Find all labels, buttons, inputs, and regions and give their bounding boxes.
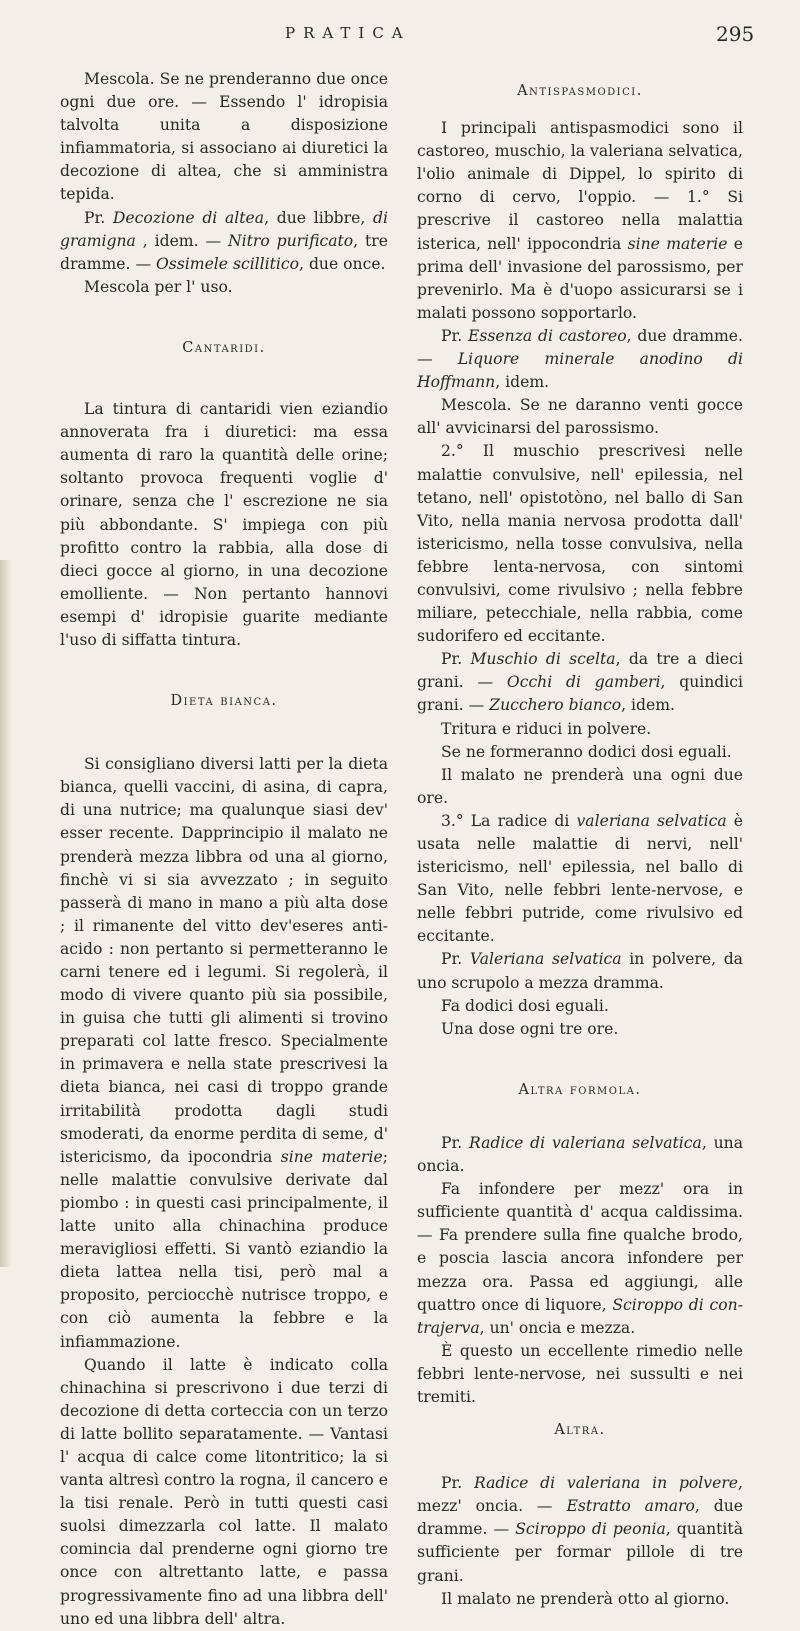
- paragraph: È questo un eccellente rimedio nelle febbri lente-nervose, nei sussulti e nei tremiti.: [417, 1341, 743, 1406]
- running-head: [0, 20, 800, 50]
- paragraph: Fa dodici dosi eguali.: [441, 996, 609, 1015]
- paragraph: Il malato ne prenderà otto al giorno.: [441, 1589, 730, 1608]
- paragraph: Mescola. Se ne prenderanno due once ogni due ore. — Essendo l' idropisia talvolta unita a disposizione infiammatoria, si associano ai diuretici la decozione di altea, che si amministra tepida.: [60, 70, 388, 204]
- page-edge-shadow: [0, 560, 12, 1267]
- paragraph: Mescola. Se ne daranno venti gocce all' avvicinarsi del parossismo.: [417, 396, 743, 438]
- paragraph: Tritura e riduci in polvere.: [441, 719, 652, 738]
- left-column: [60, 68, 388, 1631]
- prescription: Pr. Muschio di scelta, da tre a dieci grani. — Occhi di gamberi, quindici grani. — Zucchero bianco, idem.: [417, 650, 744, 715]
- paragraph: Fa infondere per mezz' ora in sufficiente quantità d' acqua caldissima. — Fa prendere sulla fine qualche brodo, e poscia lascia ancora infondere per mezza ora. Passa ed aggiungi, alle quattro once di liquore, Sciroppo di con-trajerva, un' oncia e mezza.: [417, 1180, 743, 1337]
- section-heading-altra: Altra.: [554, 1422, 606, 1439]
- section-heading-antispasmodici: Antispasmodici.: [517, 83, 643, 99]
- paragraph: Se ne formeranno dodici dosi eguali.: [441, 742, 732, 761]
- prescription: Pr. Radice di valeriana in polvere, mezz' oncia. — Estratto amaro, due dramme. — Sciroppo di peonia, quantità sufficiente per formar pillole di tre grani.: [417, 1474, 743, 1585]
- paragraph: I principali antispasmodici sono il castoreo, muschio, la valeriana selvatica, l'olio animale di Dippel, lo spirito di corno di cervo, l'oppio. — 1.° Si prescrive il castoreo nella malattia isterica, nell' ippocondria sine materie e prima dell' invasione del parossismo, per prevenirlo. Ma è d'uopo assicurarsi se i malati possono sopportarlo.: [417, 119, 743, 322]
- running-head-title: PRATICA: [285, 24, 411, 42]
- prescription: Pr. Valeriana selvatica in polvere, da uno scrupolo a mezza dramma.: [417, 950, 743, 992]
- paragraph: Quando il latte è indicato colla chinachina si prescrivono i due terzi di decozione di detta corteccia con un terzo di latte bollito separatamente. — Vantasi l' acqua di calce come litontritico; la si vanta altresì contro la rogna, il cancero e la tisi renale. Però in tutti questi casi suolsi dimezzarla col latte. Il malato comincia dal prenderne ogni giorno tre once con altrettanto latte, e passa progressivamente fino ad una libbra dell' uno ed una libbra dell' altra.: [60, 1355, 388, 1628]
- paragraph: Il malato ne prenderà una ogni due ore.: [417, 765, 743, 807]
- section-heading-altra-formola: Altra formola.: [518, 1081, 642, 1098]
- paragraph: Si consigliano diversi latti per la dieta bianca, quelli vaccini, di asina, di capra, di una nutrice; ma qualunque siasi dev' esser recente. Dapprincipio il malato ne prenderà mezza libbra od una al giorno, finchè vi si sia avvezzato ; in seguito passerà di mano in mano a più alta dose ; il rimanente del vitto dev'eseres anti-acido : non pertanto si permetteranno le carni tenere ed i legumi. Si regolerà, il modo di vivere quanto più sia possibile, in guisa che tutti gli alimenti si trovino preparati col latte fresco. Specialmente in primavera e nella state prescrivesi la dieta bianca, nei casi di troppo grande irritabilità prodotta dagli studi smoderati, da enorme perdita di seme, d' istericismo, da ipocondria sine materie; nelle malattie convulsive derivate dal piombo : in questi casi principalmente, il latte unito alla chinachina produce meravigliosi effetti. Si vantò eziandio la dieta lattea nella tisi, però mal a proposito, perciocchè nutrisce troppo, e con ciò aumenta la febbre e la infiammazione.: [60, 755, 388, 1351]
- paragraph: La tintura di cantaridi vien eziandio annoverata fra i diuretici: ma essa aumenta di raro la quantità delle orine; soltanto provoca frequenti voglie d' orinare, senza che l' escrezione ne sia più abbondante. S' impiega con più profitto contro la rabbia, alla dose di dieci gocce al giorno, in una decozione emolliente. — Non pertanto hannovi esempi d' idropisie guarite mediante l'uso di siffatta tintura.: [60, 400, 388, 649]
- prescription: Pr. Radice di valeriana selvatica, una oncia.: [417, 1133, 743, 1176]
- section-heading-dieta-bianca: Dieta bianca.: [170, 693, 278, 710]
- prescription: Pr. Essenza di castoreo, due dramme. — Liquore minerale anodino di Hoffmann, idem.: [417, 326, 743, 392]
- paragraph: 2.° Il muschio prescrivesi nelle malattie convulsive, nell' epilessia, nel tetano, nell' opistotòno, nel ballo di San Vito, nella mania nervosa prodotta dall' istericismo, nella tosse convulsiva, nella febbre lenta-nervosa, con sintomi convulsivi, come rivulsivo ; nella febbre miliare, petecchiale, nella rabbia, come sudorifero ed eccitante.: [417, 442, 743, 646]
- paragraph: Mescola per l' uso.: [84, 277, 233, 296]
- prescription: Pr. Decozione di altea, due libbre, di gramigna , idem. — Nitro purificato, tre dramme. — Ossimele scillitico, due once.: [60, 208, 388, 273]
- section-heading-cantaridi: Cantaridi.: [182, 339, 266, 356]
- paragraph: Una dose ogni tre ore.: [441, 1019, 619, 1038]
- paragraph: 3.° La radice di valeriana selvatica è usata nelle malattie di nervi, nell' istericismo, nell' epilessia, nel ballo di San Vito, nelle febbri lente-nervose, e nelle febbri putride, come rivulsivo ed eccitante.: [417, 811, 743, 946]
- page-number: 295: [716, 22, 755, 46]
- right-column: [417, 68, 743, 1611]
